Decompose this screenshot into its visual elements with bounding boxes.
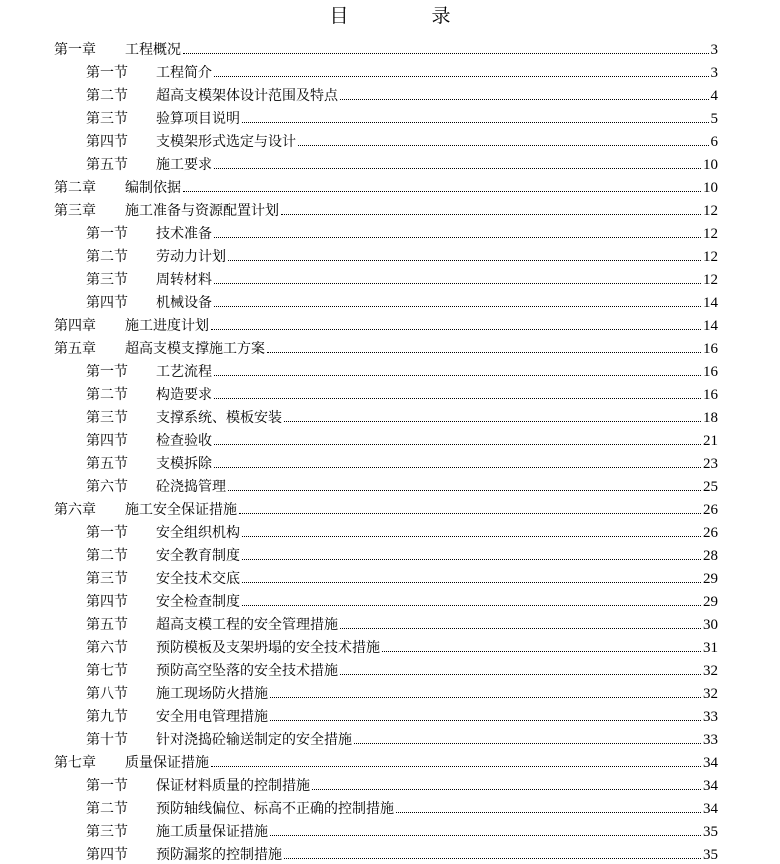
toc-dot-leader <box>281 214 701 215</box>
toc-entry-number: 第四节 <box>86 847 128 863</box>
toc-entry-title: 施工进度计划 <box>125 318 209 334</box>
toc-page-number: 16 <box>703 364 718 380</box>
toc-entry-title: 超高支模支撑施工方案 <box>125 341 265 357</box>
toc-page-number: 35 <box>703 824 718 840</box>
toc-entry-title: 保证材料质量的控制措施 <box>156 778 310 794</box>
toc-section-entry[interactable] <box>0 680 718 703</box>
toc-chapter-entry[interactable] <box>0 36 718 59</box>
toc-entry-title: 工艺流程 <box>156 364 212 380</box>
toc-dot-leader <box>214 237 701 238</box>
toc-section-entry[interactable] <box>0 818 718 841</box>
toc-page-number: 18 <box>703 410 718 426</box>
toc-entry-title: 工程简介 <box>156 65 212 81</box>
toc-entry-number: 第五节 <box>86 157 128 173</box>
toc-entry-number: 第三节 <box>86 272 128 288</box>
toc-section-entry[interactable] <box>0 772 718 795</box>
toc-dot-leader <box>270 697 701 698</box>
toc-entry-title: 工程概况 <box>125 42 181 58</box>
toc-page-number: 16 <box>703 341 718 357</box>
toc-page-number: 12 <box>703 272 718 288</box>
toc-page-number: 34 <box>703 801 718 817</box>
toc-entry-number: 第六章 <box>54 502 96 518</box>
toc-page-number: 10 <box>703 180 718 196</box>
toc-entry-number: 第五节 <box>86 456 128 472</box>
toc-entry-number: 第八节 <box>86 686 128 702</box>
toc-section-entry[interactable] <box>0 59 718 82</box>
toc-section-entry[interactable] <box>0 657 718 680</box>
toc-dot-leader <box>214 467 701 468</box>
toc-page-number: 4 <box>710 88 718 104</box>
toc-section-entry[interactable] <box>0 588 718 611</box>
toc-dot-leader <box>270 835 701 836</box>
toc-page-number: 31 <box>703 640 718 656</box>
toc-page-number: 26 <box>703 502 718 518</box>
toc-entry-number: 第三节 <box>86 824 128 840</box>
toc-entry-number: 第一节 <box>86 364 128 380</box>
toc-entry-number: 第三节 <box>86 111 128 127</box>
toc-section-entry[interactable] <box>0 105 718 128</box>
toc-page-number: 10 <box>703 157 718 173</box>
toc-entry-title: 施工安全保证措施 <box>125 502 237 518</box>
toc-entry-number: 第一节 <box>86 65 128 81</box>
toc-entry-number: 第一节 <box>86 778 128 794</box>
toc-page-number: 34 <box>703 755 718 771</box>
toc-entry-number: 第四章 <box>54 318 96 334</box>
toc-dot-leader <box>354 743 701 744</box>
toc-entry-title: 支模架形式选定与设计 <box>156 134 296 150</box>
toc-page-number: 34 <box>703 778 718 794</box>
toc-entry-title: 针对浇捣砼输送制定的安全措施 <box>156 732 352 748</box>
toc-entry-number: 第七章 <box>54 755 96 771</box>
toc-dot-leader <box>382 651 701 652</box>
toc-dot-leader <box>242 582 701 583</box>
toc-entry-number: 第四节 <box>86 295 128 311</box>
toc-page-number: 25 <box>703 479 718 495</box>
toc-section-entry[interactable] <box>0 82 718 105</box>
toc-entry-number: 第一章 <box>54 42 96 58</box>
toc-entry-number: 第二章 <box>54 180 96 196</box>
toc-entry-number: 第五章 <box>54 341 96 357</box>
toc-entry-number: 第十节 <box>86 732 128 748</box>
toc-chapter-entry[interactable] <box>0 312 718 335</box>
toc-entry-title: 安全技术交底 <box>156 571 240 587</box>
toc-dot-leader <box>242 122 709 123</box>
toc-entry-title: 超高支模工程的安全管理措施 <box>156 617 338 633</box>
toc-section-entry[interactable] <box>0 450 718 473</box>
toc-page-number: 12 <box>703 249 718 265</box>
toc-section-entry[interactable] <box>0 266 718 289</box>
toc-entry-title: 安全组织机构 <box>156 525 240 541</box>
toc-dot-leader <box>183 53 709 54</box>
toc-entry-number: 第六节 <box>86 640 128 656</box>
toc-entry-number: 第三章 <box>54 203 96 219</box>
toc-section-entry[interactable] <box>0 128 718 151</box>
toc-page-number: 23 <box>703 456 718 472</box>
toc-section-entry[interactable] <box>0 220 718 243</box>
toc-page-number: 32 <box>703 663 718 679</box>
toc-entry-title: 支模拆除 <box>156 456 212 472</box>
toc-dot-leader <box>228 260 701 261</box>
toc-dot-leader <box>239 513 701 514</box>
toc-entry-number: 第三节 <box>86 571 128 587</box>
toc-dot-leader <box>214 76 709 77</box>
toc-entry-title: 机械设备 <box>156 295 212 311</box>
toc-section-entry[interactable] <box>0 542 718 565</box>
toc-entry-title: 施工现场防火措施 <box>156 686 268 702</box>
toc-entry-number: 第四节 <box>86 134 128 150</box>
toc-title: 目 录 <box>329 5 483 27</box>
toc-entry-title: 质量保证措施 <box>125 755 209 771</box>
toc-page-number: 29 <box>703 594 718 610</box>
toc-section-entry[interactable] <box>0 795 718 818</box>
toc-dot-leader <box>214 398 701 399</box>
toc-page-number: 30 <box>703 617 718 633</box>
toc-entry-title: 安全用电管理措施 <box>156 709 268 725</box>
toc-dot-leader <box>214 375 701 376</box>
toc-dot-leader <box>214 306 701 307</box>
toc-entry-title: 劳动力计划 <box>156 249 226 265</box>
toc-entry-number: 第一节 <box>86 226 128 242</box>
toc-entry-number: 第六节 <box>86 479 128 495</box>
toc-chapter-entry[interactable] <box>0 174 718 197</box>
toc-entry-number: 第二节 <box>86 249 128 265</box>
toc-dot-leader <box>284 421 701 422</box>
toc-entry-title: 预防高空坠落的安全技术措施 <box>156 663 338 679</box>
toc-entry-title: 验算项目说明 <box>156 111 240 127</box>
toc-entry-title: 周转材料 <box>156 272 212 288</box>
toc-dot-leader <box>267 352 701 353</box>
toc-entry-title: 施工要求 <box>156 157 212 173</box>
toc-entry-number: 第四节 <box>86 594 128 610</box>
toc-dot-leader <box>298 145 709 146</box>
toc-page-number: 35 <box>703 847 718 863</box>
toc-entry-title: 安全检查制度 <box>156 594 240 610</box>
toc-section-entry[interactable] <box>0 243 718 266</box>
toc-entry-title: 预防漏浆的控制措施 <box>156 847 282 863</box>
toc-chapter-entry[interactable] <box>0 496 718 519</box>
toc-dot-leader <box>214 168 701 169</box>
toc-dot-leader <box>183 191 701 192</box>
toc-dot-leader <box>340 674 701 675</box>
toc-section-entry[interactable] <box>0 473 718 496</box>
toc-section-entry[interactable] <box>0 427 718 450</box>
toc-entry-title: 施工质量保证措施 <box>156 824 268 840</box>
toc-section-entry[interactable] <box>0 565 718 588</box>
toc-entry-title: 编制依据 <box>125 180 181 196</box>
toc-entry-title: 支撑系统、模板安装 <box>156 410 282 426</box>
toc-dot-leader <box>214 444 701 445</box>
toc-section-entry[interactable] <box>0 634 718 657</box>
toc-page-number: 33 <box>703 732 718 748</box>
toc-page-number: 5 <box>710 111 718 127</box>
toc-entry-number: 第二节 <box>86 88 128 104</box>
toc-dot-leader <box>242 605 701 606</box>
toc-section-entry[interactable] <box>0 151 718 174</box>
toc-entry-title: 砼浇捣管理 <box>156 479 226 495</box>
toc-entry-title: 检查验收 <box>156 433 212 449</box>
toc-entry-title: 预防轴线偏位、标高不正确的控制措施 <box>156 801 394 817</box>
toc-section-entry[interactable] <box>0 381 718 404</box>
toc-entry-number: 第九节 <box>86 709 128 725</box>
toc-dot-leader <box>340 99 709 100</box>
toc-dot-leader <box>270 720 701 721</box>
toc-dot-leader <box>242 536 701 537</box>
toc-section-entry[interactable] <box>0 404 718 427</box>
toc-entry-number: 第二节 <box>86 801 128 817</box>
toc-section-entry[interactable] <box>0 519 718 542</box>
toc-page-number: 29 <box>703 571 718 587</box>
toc-dot-leader <box>312 789 701 790</box>
toc-dot-leader <box>340 628 701 629</box>
toc-page-number: 21 <box>703 433 718 449</box>
toc-page-number: 12 <box>703 203 718 219</box>
toc-page-number: 14 <box>703 318 718 334</box>
toc-dot-leader <box>228 490 701 491</box>
toc-section-entry[interactable] <box>0 611 718 634</box>
toc-entry-title: 施工准备与资源配置计划 <box>125 203 279 219</box>
toc-page-number: 28 <box>703 548 718 564</box>
toc-section-entry[interactable] <box>0 703 718 726</box>
toc-page-number: 16 <box>703 387 718 403</box>
toc-entry-number: 第七节 <box>86 663 128 679</box>
toc-section-entry[interactable] <box>0 726 718 749</box>
toc-entry-number: 第二节 <box>86 548 128 564</box>
toc-page-number: 32 <box>703 686 718 702</box>
toc-dot-leader <box>214 283 701 284</box>
toc-page-number: 14 <box>703 295 718 311</box>
toc-page-number: 33 <box>703 709 718 725</box>
toc-section-entry[interactable] <box>0 358 718 381</box>
toc-entry-title: 预防模板及支架坍塌的安全技术措施 <box>156 640 380 656</box>
toc-entry-number: 第二节 <box>86 387 128 403</box>
toc-entry-title: 技术准备 <box>156 226 212 242</box>
toc-dot-leader <box>396 812 701 813</box>
toc-dot-leader <box>242 559 701 560</box>
toc-entry-title: 超高支模架体设计范围及特点 <box>156 88 338 104</box>
toc-entry-number: 第三节 <box>86 410 128 426</box>
toc-page-number: 26 <box>703 525 718 541</box>
toc-chapter-entry[interactable] <box>0 197 718 220</box>
toc-page-number: 3 <box>710 65 718 81</box>
toc-entry-title: 构造要求 <box>156 387 212 403</box>
toc-chapter-entry[interactable] <box>0 335 718 358</box>
toc-page-number: 12 <box>703 226 718 242</box>
toc-section-entry[interactable] <box>0 841 718 864</box>
toc-entry-title: 安全教育制度 <box>156 548 240 564</box>
toc-entry-number: 第四节 <box>86 433 128 449</box>
toc-dot-leader <box>284 858 701 859</box>
toc-entry-number: 第一节 <box>86 525 128 541</box>
toc-section-entry[interactable] <box>0 289 718 312</box>
toc-dot-leader <box>211 766 701 767</box>
toc-chapter-entry[interactable] <box>0 749 718 772</box>
toc-entry-number: 第五节 <box>86 617 128 633</box>
toc-dot-leader <box>211 329 701 330</box>
toc-page-number: 6 <box>710 134 718 150</box>
toc-page-number: 3 <box>710 42 718 58</box>
